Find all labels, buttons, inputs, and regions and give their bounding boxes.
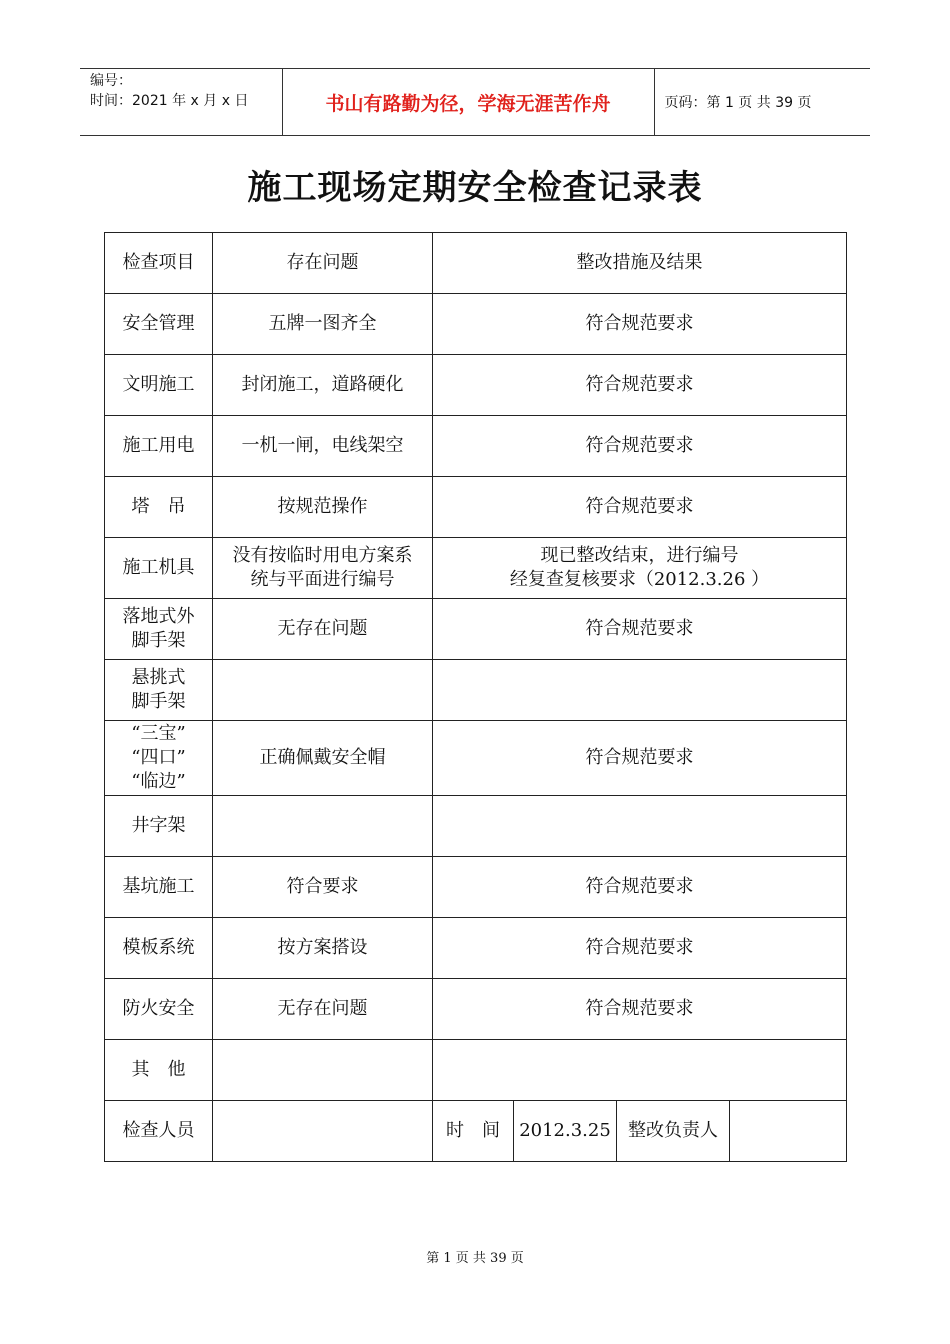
row-problem: 符合要求	[213, 857, 433, 918]
row-problem: 一机一闸，电线架空	[213, 416, 433, 477]
table-row	[105, 599, 847, 660]
row-problem: 无存在问题	[213, 599, 433, 660]
page-footer: 第 1 页 共 39 页	[426, 1251, 524, 1266]
row-item: 落地式外 脚手架	[105, 599, 213, 660]
row-problem: 按规范操作	[213, 477, 433, 538]
table-row	[105, 979, 847, 1040]
row-item: 施工机具	[105, 538, 213, 599]
row-result: 现已整改结束，进行编号 经复查复核要求（2012.3.26 ）	[433, 538, 847, 599]
table-row	[105, 721, 847, 796]
table-row	[105, 796, 847, 857]
table-row	[105, 416, 847, 477]
time-label: 时 间	[433, 1101, 514, 1162]
table-row	[105, 355, 847, 416]
row-problem: 没有按临时用电方案系 统与平面进行编号	[213, 538, 433, 599]
header-problem: 存在问题	[213, 233, 433, 294]
inspector-value	[213, 1101, 433, 1162]
row-problem: 正确佩戴安全帽	[213, 721, 433, 796]
table-row	[105, 918, 847, 979]
row-item: 悬挑式 脚手架	[105, 660, 213, 721]
row-item: 井字架	[105, 796, 213, 857]
number-label: 编号：	[90, 73, 132, 89]
header-left	[80, 69, 282, 136]
document-header	[80, 68, 870, 136]
row-result	[433, 660, 847, 721]
row-item: 安全管理	[105, 294, 213, 355]
row-item: 基坑施工	[105, 857, 213, 918]
row-result	[433, 796, 847, 857]
header-motto-cell	[282, 69, 654, 136]
row-problem: 按方案搭设	[213, 918, 433, 979]
row-result: 符合规范要求	[433, 294, 847, 355]
responsible-value	[730, 1101, 847, 1162]
header-result: 整改措施及结果	[433, 233, 847, 294]
row-item: “三宝” “四口” “临边”	[105, 721, 213, 796]
row-result: 符合规范要求	[433, 721, 847, 796]
row-item: 塔 吊	[105, 477, 213, 538]
row-problem: 五牌一图齐全	[213, 294, 433, 355]
row-item: 其 他	[105, 1040, 213, 1101]
table-row	[105, 294, 847, 355]
inspection-table	[104, 232, 847, 1162]
motto-text: 书山有路勤为径，学海无涯苦作舟	[325, 92, 611, 115]
table-row	[105, 1040, 847, 1101]
row-item: 文明施工	[105, 355, 213, 416]
row-result: 符合规范要求	[433, 979, 847, 1040]
table-row	[105, 857, 847, 918]
row-result	[433, 1040, 847, 1101]
row-problem	[213, 1040, 433, 1101]
row-result: 符合规范要求	[433, 857, 847, 918]
responsible-label: 整改负责人	[617, 1101, 730, 1162]
page-info: 页码：第 1 页 共 39 页	[654, 69, 870, 136]
row-result: 符合规范要求	[433, 477, 847, 538]
row-item: 防火安全	[105, 979, 213, 1040]
time-value: 2012.3.25	[514, 1101, 617, 1162]
header-item: 检查项目	[105, 233, 213, 294]
row-problem: 封闭施工，道路硬化	[213, 355, 433, 416]
time-label: 时间：2021 年 x 月 x 日	[90, 93, 249, 109]
table-row	[105, 477, 847, 538]
document-title: 施工现场定期安全检查记录表	[247, 168, 703, 208]
row-item: 模板系统	[105, 918, 213, 979]
table-row	[105, 660, 847, 721]
row-problem	[213, 796, 433, 857]
table-row	[105, 538, 847, 599]
row-problem: 无存在问题	[213, 979, 433, 1040]
row-problem	[213, 660, 433, 721]
inspector-label: 检查人员	[105, 1101, 213, 1162]
row-result: 符合规范要求	[433, 355, 847, 416]
row-result: 符合规范要求	[433, 416, 847, 477]
row-result: 符合规范要求	[433, 918, 847, 979]
table-footer-row	[105, 1101, 847, 1162]
row-result: 符合规范要求	[433, 599, 847, 660]
row-item: 施工用电	[105, 416, 213, 477]
table-header-row	[105, 233, 847, 294]
